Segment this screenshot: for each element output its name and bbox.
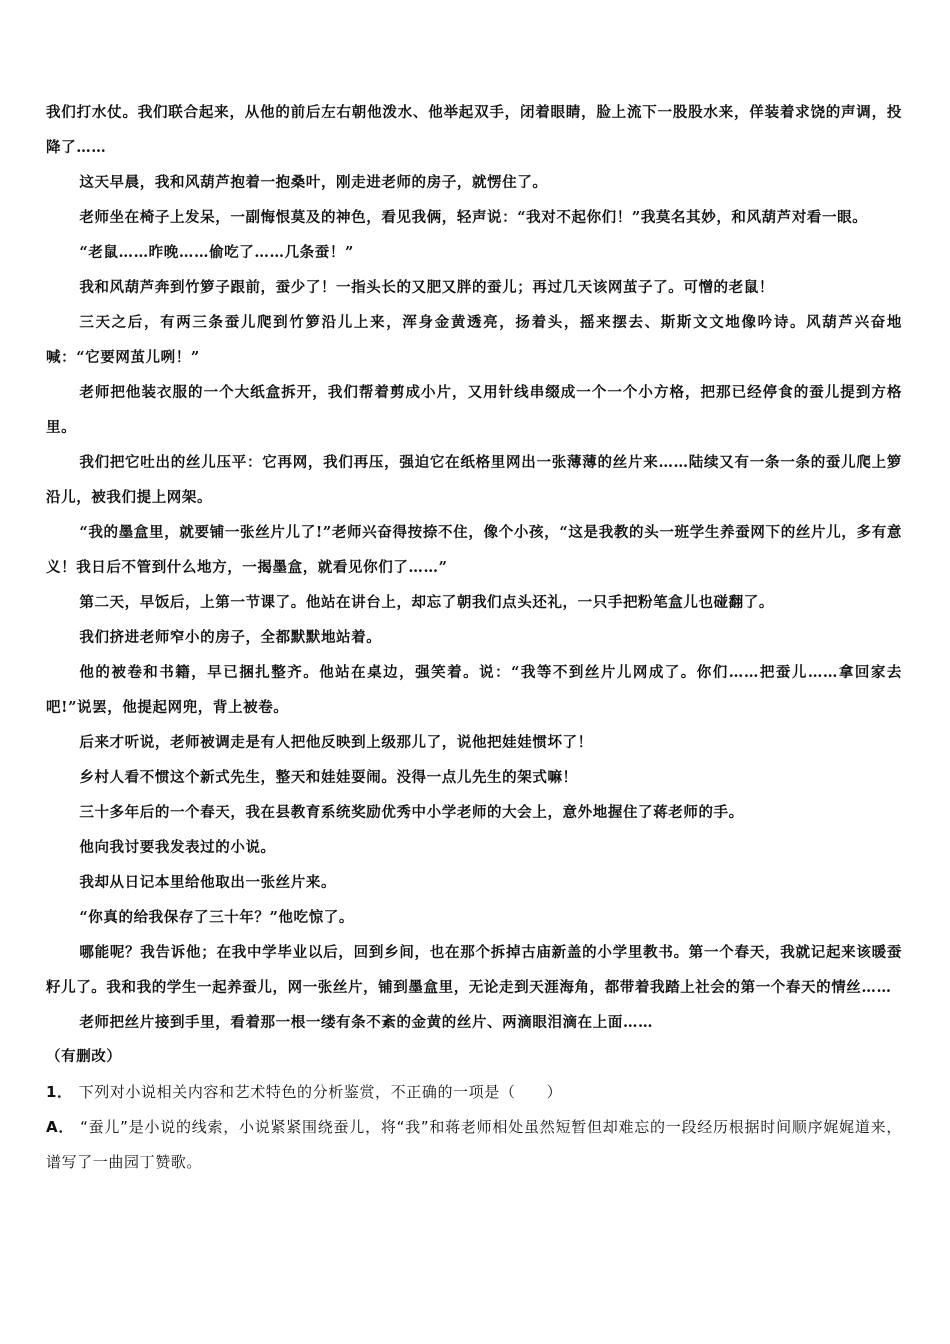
story-paragraph: 老师把他装衣服的一个大纸盒拆开，我们帮着剪成小片，又用针线串缀成一个一个小方格，把那已经停食的蚕儿提到方格里。 (46, 384, 902, 436)
answer-option (46, 1110, 902, 1180)
story-paragraph: 三天之后，有两三条蚕儿爬到竹箩沿儿上来，浑身金黄透亮，扬着头，摇来摆去、斯斯文文地像吟诗。风葫芦兴奋地喊：“它要网茧儿咧！” (46, 314, 902, 366)
story-paragraph: 我们打水仗。我们联合起来，从他的前后左右朝他泼水、他举起双手，闭着眼睛，脸上流下一股股水来，佯装着求饶的声调，投降了…… (46, 104, 902, 156)
question-number: 1． (46, 1083, 73, 1101)
question-text: 下列对小说相关内容和艺术特色的分析鉴赏，不正确的一项是（ ） (78, 1083, 563, 1101)
story-paragraph: 他的被卷和书籍，早已捆扎整齐。他站在桌边，强笑着。说：“我等不到丝片儿网成了。你们……把蚕儿……拿回家去吧!”说罢，他提起网兜，背上被卷。 (46, 664, 902, 716)
story-paragraph: 我却从日记本里给他取出一张丝片来。 (79, 874, 337, 891)
story-paragraph: 三十多年后的一个春天，我在县教育系统奖励优秀中小学老师的大会上，意外地握住了蒋老师的手。 (79, 804, 744, 821)
story-paragraph: 我和风葫芦奔到竹箩子跟前，蚕少了！一指头长的又肥又胖的蚕儿；再过几天该网茧子了。可憎的老鼠！ (79, 279, 774, 296)
story-paragraph: 我们挤进老师窄小的房子，全都默默地站着。 (79, 629, 382, 646)
story-paragraph: 老师把丝片接到手里，看着那一根一缕有条不紊的金黄的丝片、两滴眼泪滴在上面…… (79, 1014, 654, 1031)
story-paragraph: 他向我讨要我发表过的小说。 (79, 839, 276, 856)
story-paragraph: 哪能呢？我告诉他；在我中学毕业以后，回到乡间，也在那个拆掉古庙新盖的小学里教书。第一个春天，我就记起来该暖蚕籽儿了。我和我的学生一起养蚕儿，网一张丝片，铺到墨盒里，无论走到天涯海角，都带着我踏上社会的第一个春天的情丝…… (46, 944, 902, 996)
story-paragraph: “老鼠……昨晚……偷吃了……几条蚕！” (79, 244, 354, 261)
document-body (46, 95, 902, 1180)
story-paragraph: 乡村人看不惯这个新式先生，整天和娃娃耍闹。没得一点儿先生的架式嘛！ (79, 769, 578, 786)
option-letter: A． (46, 1118, 75, 1136)
question-stem (46, 1075, 902, 1110)
story-paragraph: 第二天，早饭后，上第一节课了。他站在讲台上，却忘了朝我们点头还礼，一只手把粉笔盒儿也碰翻了。 (79, 594, 774, 611)
story-paragraph: 我们把它吐出的丝儿压平：它再网，我们再压，强迫它在纸格里网出一张薄薄的丝片来……陆续又有一条一条的蚕儿爬上箩沿儿，被我们提上网架。 (46, 454, 902, 506)
story-paragraph: 这天早晨，我和风葫芦抱着一抱桑叶，刚走进老师的房子，就愣住了。 (79, 174, 548, 191)
story-paragraph: “你真的给我保存了三十年？”他吃惊了。 (79, 909, 354, 926)
story-paragraph: 老师坐在椅子上发呆，一副悔恨莫及的神色，看见我俩，轻声说：“我对不起你们！”我莫名其妙，和风葫芦对看一眼。 (79, 209, 868, 226)
option-text: “蚕儿”是小说的线索，小说紧紧围绕蚕儿，将“我”和蒋老师相处虽然短暂但却难忘的一段经历根据时间顺序娓娓道来，谱写了一曲园丁赞歌。 (46, 1118, 902, 1171)
story-paragraph: 后来才听说，老师被调走是有人把他反映到上级那儿了，说他把娃娃惯坏了！ (79, 734, 593, 751)
revision-note: （有删改） (46, 1049, 122, 1065)
story-paragraph: “我的墨盒里，就要铺一张丝片儿了!”老师兴奋得按捺不住，像个小孩，“这是我教的头一班学生养蚕网下的丝片儿，多有意义！我日后不管到什么地方，一揭墨盒，就看见你们了……” (46, 524, 902, 576)
